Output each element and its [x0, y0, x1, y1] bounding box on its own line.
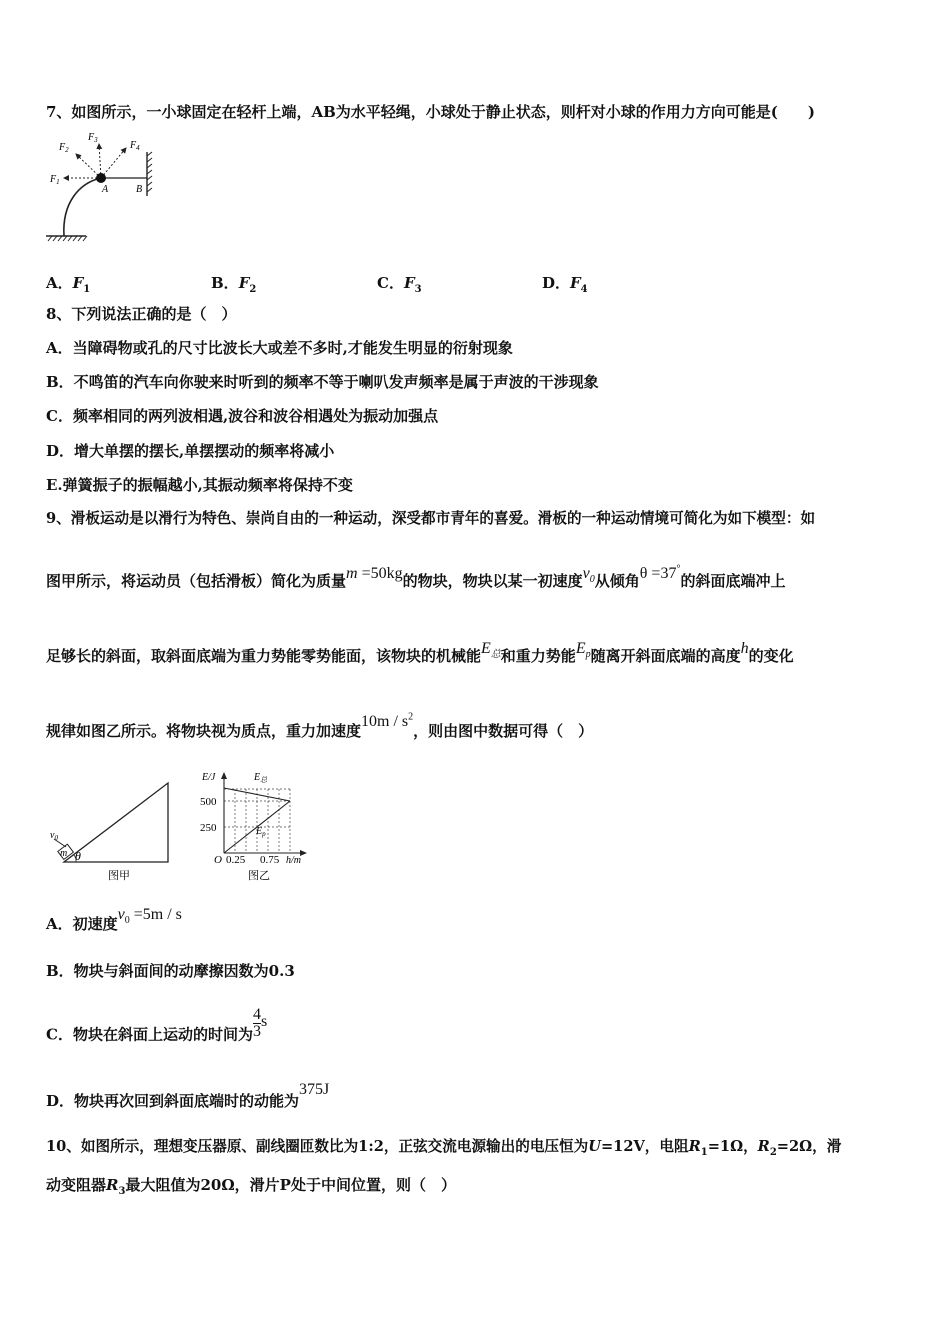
- label-f1: $F_1$: [50, 174, 60, 186]
- y-axis-label: E/J: [202, 772, 216, 783]
- label-b: B: [136, 184, 143, 195]
- q9-option-a[interactable]: A．初速度$v_0 =5m / s$: [46, 906, 182, 933]
- e-total-label: $E_总$: [254, 772, 268, 784]
- y-tick-250: 250: [200, 822, 217, 834]
- label-f3: $F_3$: [88, 132, 98, 144]
- label-f4: $F_4$: [130, 140, 140, 152]
- q9-line1: 9、滑板运动是以滑行为特色、崇尚自由的一种运动，深受都市青年的喜爱。滑板的一种运动情境可简化为如下模型：如: [46, 510, 816, 527]
- q7-option-c[interactable]: C．$F_3$: [377, 274, 422, 295]
- q7-option-b[interactable]: B．$F_2$: [211, 274, 257, 295]
- q7-option-d[interactable]: D．$F_4$: [542, 274, 588, 295]
- origin-label: O: [214, 854, 222, 866]
- x-tick-025: 0.25: [226, 854, 246, 866]
- ball: [96, 173, 106, 183]
- v0-label: $v_0$: [50, 830, 58, 842]
- q9-option-b[interactable]: B．物块与斜面间的动摩擦因数为0.3: [46, 962, 295, 980]
- q7-figure: [44, 128, 159, 248]
- x-axis-label: h/m: [286, 855, 301, 866]
- q8-option-c[interactable]: C．频率相同的两列波相遇,波谷和波谷相遇处为振动加强点: [46, 407, 439, 425]
- m-label: m: [60, 848, 68, 859]
- q8-stem: 8、下列说法正确的是（ ）: [46, 305, 237, 323]
- q8-option-b[interactable]: B．不鸣笛的汽车向你驶来时听到的频率不等于喇叭发声频率是属于声波的干涉现象: [46, 373, 599, 391]
- q7-stem: 7、如图所示，一小球固定在轻杆上端，AB为水平轻绳，小球处于静止状态，则杆对小球的作用力方向可能是( ): [46, 103, 815, 121]
- theta-label: θ: [75, 849, 81, 863]
- q9-line3: 足够长的斜面，取斜面底端为重力势能零势能面，该物块的机械能$E_总$和重力势能$E_p$随离开斜面底端的高度h的变化: [46, 640, 794, 665]
- y-tick-500: 500: [200, 796, 217, 808]
- q9-line4: 规律如图乙所示。将物块视为质点，重力加速度$10m / s^2$，则由图中数据可得（ ）: [46, 711, 594, 740]
- caption-jia: 图甲: [108, 870, 130, 882]
- x-tick-075: 0.75: [260, 854, 280, 866]
- ep-label: $E_p$: [256, 826, 266, 838]
- q9-option-d[interactable]: D．物块再次回到斜面底端时的动能为375J: [46, 1081, 330, 1110]
- q9-option-c[interactable]: C．物块在斜面上运动的时间为 $\frac{4}{3}$ s: [46, 1006, 268, 1044]
- q9-figure-yi: [196, 767, 316, 885]
- caption-yi: 图乙: [248, 870, 270, 882]
- q8-option-a[interactable]: A．当障碍物或孔的尺寸比波长大或差不多时,才能发生明显的衍射现象: [46, 339, 513, 357]
- q8-option-e[interactable]: E.弹簧振子的振幅越小,其振动频率将保持不变: [46, 476, 353, 494]
- q10-line2: 动变阻器$R_3$最大阻值为20Ω，滑片P处于中间位置，则（ ）: [46, 1176, 456, 1197]
- rod: [64, 178, 101, 236]
- label-a: A: [102, 184, 109, 195]
- q8-option-d[interactable]: D．增大单摆的摆长,单摆摆动的频率将减小: [46, 442, 335, 460]
- label-f2: $F_2$: [59, 142, 69, 154]
- q9-figure-jia: [46, 775, 176, 885]
- q7-option-a[interactable]: A．$F_1$: [46, 274, 91, 295]
- q9-line2: 图甲所示，将运动员（包括滑板）简化为质量m =50kg的物块，物块以某一初速度$v_0$从倾角θ =37°的斜面底端冲上: [46, 563, 786, 590]
- q10-line1: 10、如图所示，理想变压器原、副线圈匝数比为1:2，正弦交流电源输出的电压恒为U=12V，电阻$R_1=1\Omega$，$R_2=2\Omega$，滑: [46, 1138, 842, 1158]
